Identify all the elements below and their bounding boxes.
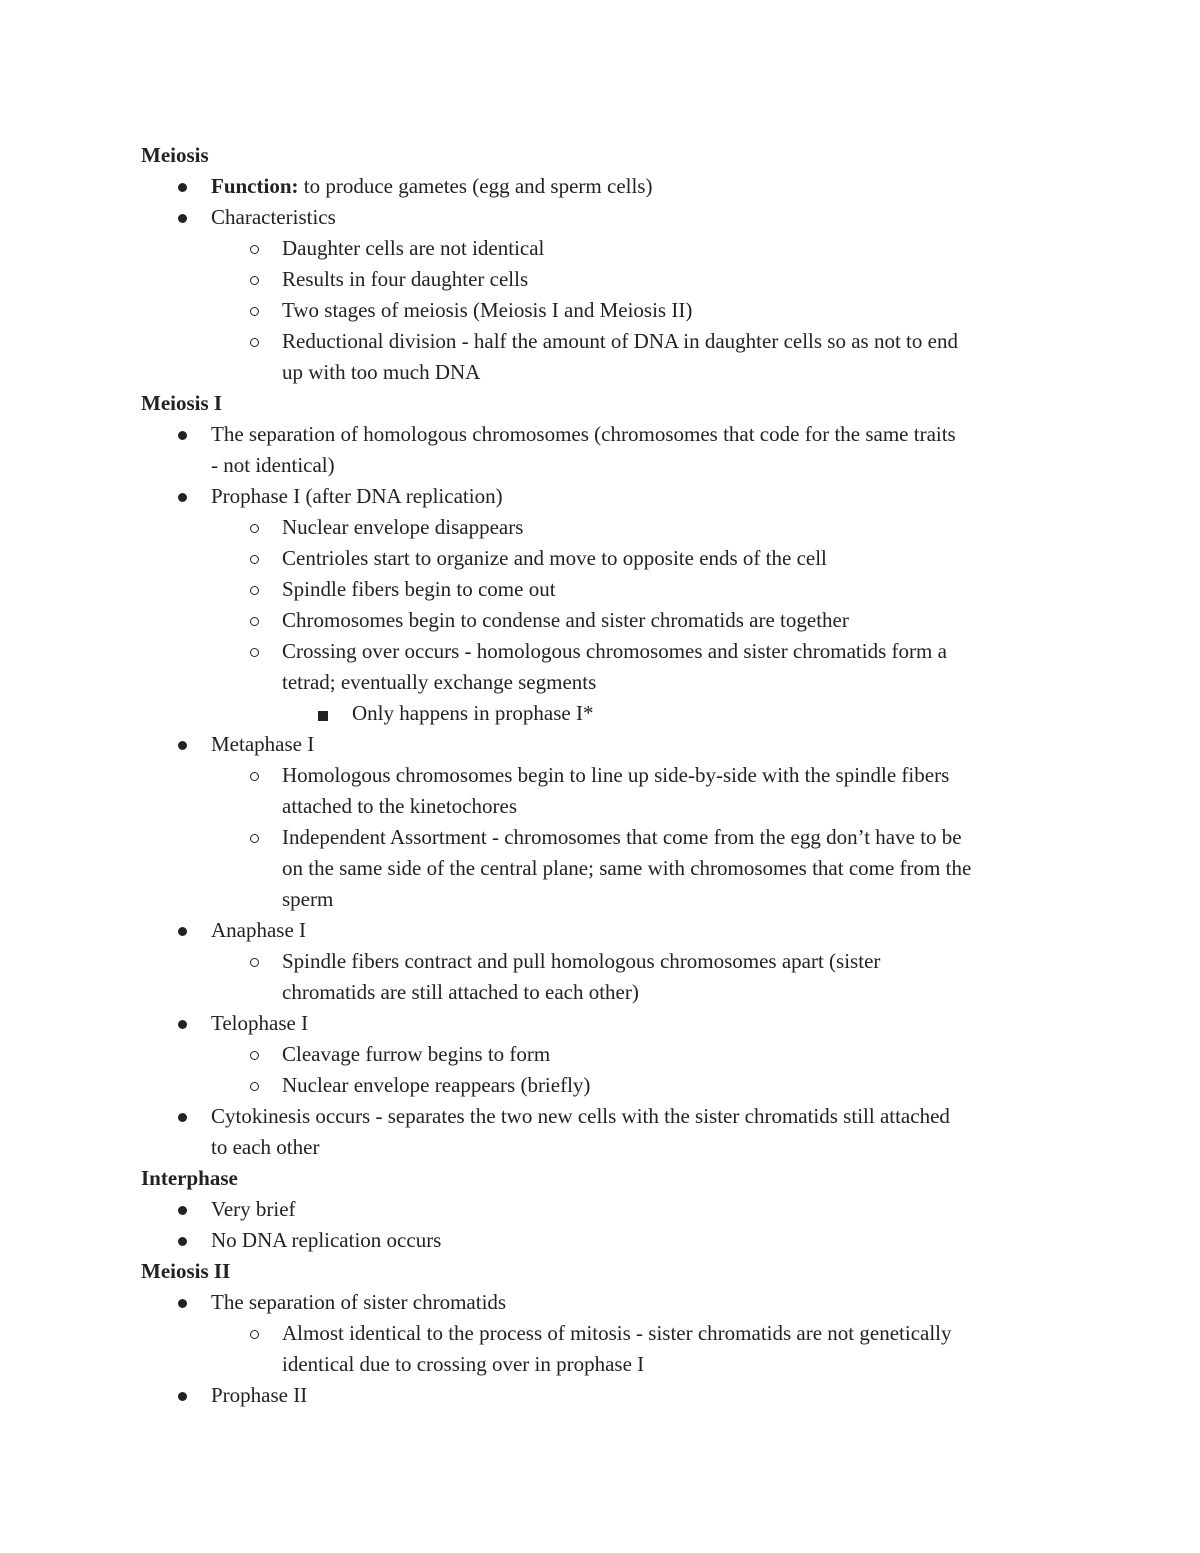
circle-bullet-icon (250, 834, 259, 843)
list-item: Cytokinesis occurs - separates the two new cells with the sister chromatids still attached (211, 1104, 950, 1128)
list-item: Homologous chromosomes begin to line up side-by-side with the spindle fibers (282, 763, 950, 787)
list-item-continued: to each other (211, 1135, 320, 1159)
bullet-icon (178, 431, 187, 440)
list-item: Independent Assortment - chromosomes that come from the egg don’t have to be (282, 825, 962, 849)
list-item: The separation of sister chromatids (211, 1290, 507, 1314)
square-bullet-icon (318, 711, 328, 721)
list-item-continued: attached to the kinetochores (282, 794, 517, 818)
heading-meiosis: Meiosis (141, 143, 209, 167)
list-item: Results in four daughter cells (282, 267, 529, 291)
list-item-continued: - not identical) (211, 453, 335, 477)
list-item: Spindle fibers begin to come out (282, 577, 556, 601)
function-label: Function: (211, 174, 299, 198)
list-item: Characteristics (211, 205, 336, 229)
heading-meiosis-i: Meiosis I (141, 391, 223, 415)
list-item: Telophase I (211, 1011, 309, 1035)
circle-bullet-icon (250, 772, 259, 781)
list-item: Almost identical to the process of mitosis - sister chromatids are not genetically (282, 1321, 952, 1345)
list-item: Cleavage furrow begins to form (282, 1042, 551, 1066)
list-item: Prophase II (211, 1383, 308, 1407)
list-item-continued: on the same side of the central plane; same with chromosomes that come from the (282, 856, 972, 880)
circle-bullet-icon (250, 245, 259, 254)
list-item: Nuclear envelope reappears (briefly) (282, 1073, 591, 1097)
bullet-icon (178, 183, 187, 192)
list-item: Metaphase I (211, 732, 315, 756)
heading-meiosis-ii: Meiosis II (141, 1259, 231, 1283)
list-item: Spindle fibers contract and pull homologous chromosomes apart (sister (282, 949, 881, 973)
circle-bullet-icon (250, 958, 259, 967)
list-item-continued: chromatids are still attached to each other) (282, 980, 639, 1004)
circle-bullet-icon (250, 1330, 259, 1339)
list-item-continued: identical due to crossing over in prophase I (282, 1352, 645, 1376)
bullet-icon (178, 1299, 187, 1308)
bullet-icon (178, 214, 187, 223)
bullet-icon (178, 1113, 187, 1122)
circle-bullet-icon (250, 648, 259, 657)
list-item-continued: tetrad; eventually exchange segments (282, 670, 597, 694)
list-item: Daughter cells are not identical (282, 236, 545, 260)
circle-bullet-icon (250, 307, 259, 316)
circle-bullet-icon (250, 617, 259, 626)
heading-interphase: Interphase (141, 1166, 238, 1190)
list-item: Only happens in prophase I* (352, 701, 594, 725)
list-item: The separation of homologous chromosomes (chromosomes that code for the same traits (211, 422, 956, 446)
bullet-icon (178, 1237, 187, 1246)
list-item: Centrioles start to organize and move to opposite ends of the cell (282, 546, 827, 570)
bullet-icon (178, 1206, 187, 1215)
circle-bullet-icon (250, 276, 259, 285)
bullet-icon (178, 741, 187, 750)
list-item: Prophase I (after DNA replication) (211, 484, 503, 508)
function-text: to produce gametes (egg and sperm cells) (298, 174, 653, 198)
list-item: No DNA replication occurs (211, 1228, 442, 1252)
list-item: Two stages of meiosis (Meiosis I and Meiosis II) (282, 298, 693, 322)
circle-bullet-icon (250, 338, 259, 347)
list-item (211, 171, 652, 202)
list-item: Chromosomes begin to condense and sister chromatids are together (282, 608, 849, 632)
bullet-icon (178, 1020, 187, 1029)
circle-bullet-icon (250, 586, 259, 595)
list-item: Crossing over occurs - homologous chromosomes and sister chromatids form a (282, 639, 947, 663)
circle-bullet-icon (250, 1082, 259, 1091)
list-item: Reductional division - half the amount of DNA in daughter cells so as not to end (282, 329, 958, 353)
bullet-icon (178, 493, 187, 502)
circle-bullet-icon (250, 1051, 259, 1060)
list-item: Nuclear envelope disappears (282, 515, 524, 539)
bullet-icon (178, 927, 187, 936)
bullet-icon (178, 1392, 187, 1401)
circle-bullet-icon (250, 524, 259, 533)
circle-bullet-icon (250, 555, 259, 564)
list-item-continued: up with too much DNA (282, 360, 481, 384)
list-item: Very brief (211, 1197, 296, 1221)
list-item-continued: sperm (282, 887, 334, 911)
list-item: Anaphase I (211, 918, 307, 942)
